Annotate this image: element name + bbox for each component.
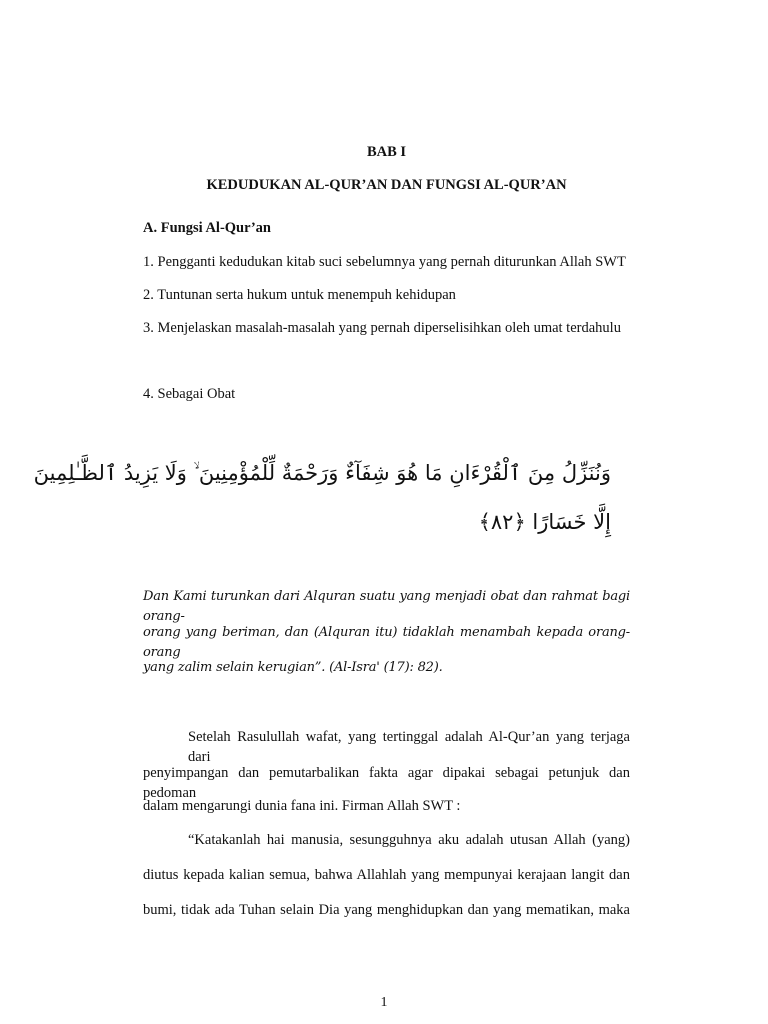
list-item: 1. Pengganti kedudukan kitab suci sebelumnya yang pernah diturunkan Allah SWT	[143, 254, 626, 270]
chapter-label: BAB I	[366, 144, 407, 160]
translation-line: Dan Kami turunkan dari Alquran suatu yang menjadi obat dan rahmat bagi orang-	[143, 589, 630, 624]
list-item: 4. Sebagai Obat	[143, 386, 236, 402]
chapter-title: KEDUDUKAN AL-QUR’AN DAN FUNGSI AL-QUR’AN	[206, 177, 567, 193]
translation-line: yang zalim selain kerugian”. (Al-Isra' (17): 82).	[143, 660, 443, 675]
translation-line: orang yang beriman, dan (Alquran itu) tidaklah menambah kepada orang-orang	[143, 625, 630, 660]
quran-verse-line: وَنُنَزِّلُ مِنَ ٱلْقُرْءَانِ مَا هُوَ شِفَآءٌ وَرَحْمَةٌ لِّلْمُؤْمِنِينَ ۙ وَلَا يَزِيدُ ٱلظَّـٰلِمِينَ	[33, 461, 611, 485]
quran-verse-line: إِلَّا خَسَارًا ﴿٨٢﴾	[478, 510, 611, 534]
body-line: “Katakanlah hai manusia, sesungguhnya aku adalah utusan Allah (yang)	[188, 832, 630, 848]
body-line: penyimpangan dan pemutarbalikan fakta agar dipakai sebagai petunjuk dan pedoman	[143, 765, 630, 801]
list-item: 3. Menjelaskan masalah-masalah yang pernah diperselisihkan oleh umat terdahulu	[143, 320, 621, 336]
body-line: bumi, tidak ada Tuhan selain Dia yang menghidupkan dan yang mematikan, maka	[143, 902, 630, 918]
body-line: Setelah Rasulullah wafat, yang tertinggal adalah Al-Qur’an yang terjaga dari	[188, 729, 630, 765]
page-number: 1	[380, 995, 388, 1010]
list-item: 2. Tuntunan serta hukum untuk menempuh kehidupan	[143, 287, 456, 303]
section-heading: A. Fungsi Al-Qur’an	[143, 220, 271, 236]
body-line: diutus kepada kalian semua, bahwa Allahlah yang mempunyai kerajaan langit dan	[143, 867, 630, 883]
body-line: dalam mengarungi dunia fana ini. Firman Allah SWT :	[143, 798, 461, 814]
